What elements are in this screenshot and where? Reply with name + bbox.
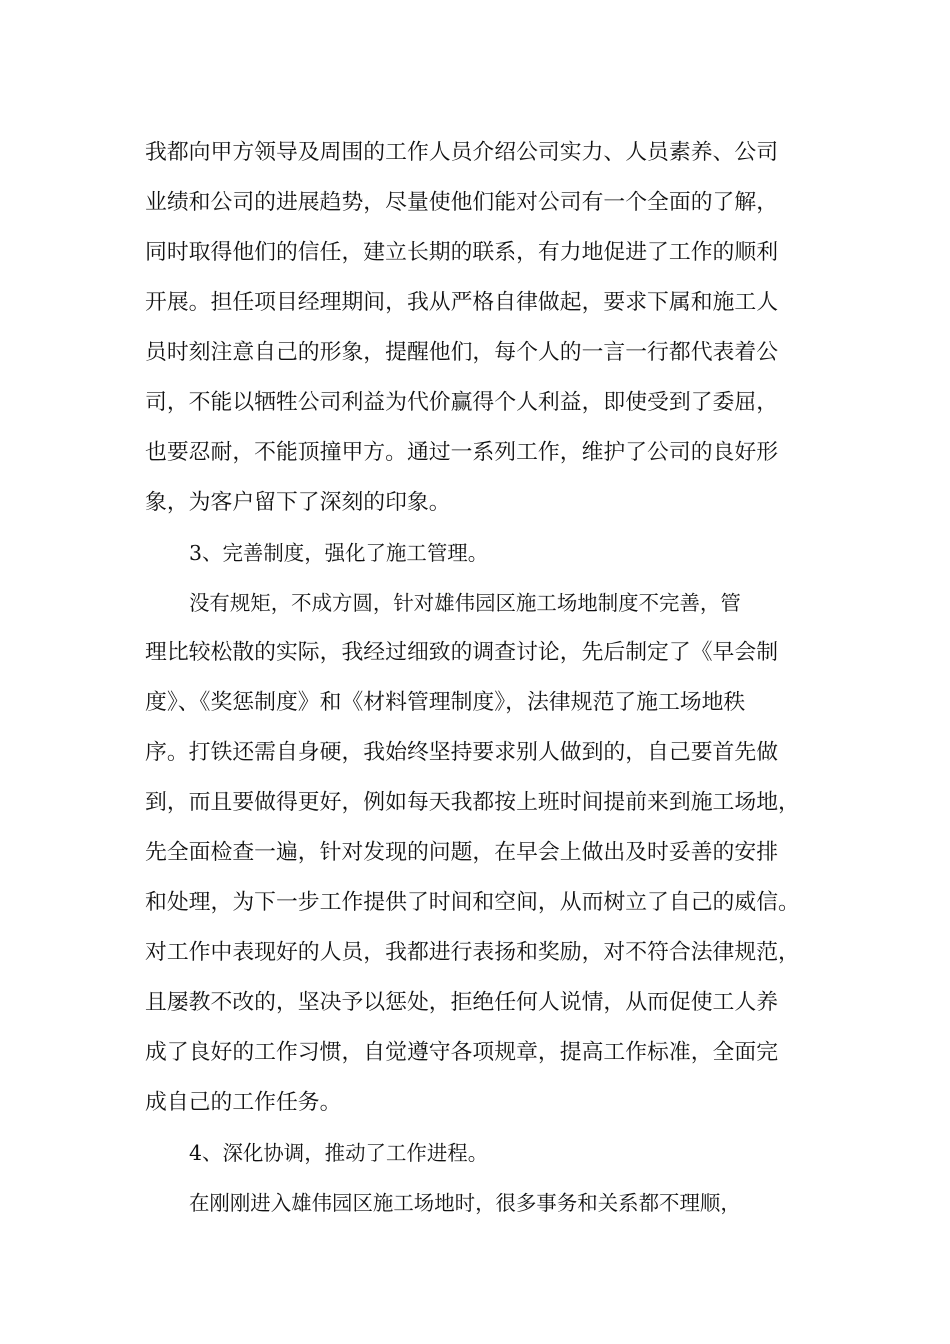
- text-line: 且屡教不改的，坚决予以惩处，拒绝任何人说情，从而促使工人养: [145, 990, 779, 1015]
- text-line: 没有规矩，不成方圆，针对雄伟园区施工场地制度不完善，管: [189, 591, 741, 615]
- text-line: 理比较松散的实际，我经过细致的调查讨论，先后制定了《早会制: [145, 640, 779, 665]
- text-line: 和处理，为下一步工作提供了时间和空间，从而树立了自己的威信。: [145, 890, 800, 915]
- text-line: 对工作中表现好的人员，我都进行表扬和奖励，对不符合法律规范，: [145, 940, 800, 965]
- text-line: 在刚刚进入雄伟园区施工场地时，很多事务和关系都不理顺，: [189, 1191, 741, 1215]
- text-line: 也要忍耐，不能顶撞甲方。通过一系列工作，维护了公司的良好形: [145, 440, 779, 465]
- text-line: 我都向甲方领导及周围的工作人员介绍公司实力、人员素养、公司: [145, 140, 779, 165]
- section-heading: 4、深化协调，推动了工作进程。: [189, 1141, 489, 1165]
- text-line: 象，为客户留下了深刻的印象。: [145, 490, 451, 515]
- text-line: 成自己的工作任务。: [145, 1090, 342, 1115]
- text-line: 业绩和公司的进展趋势，尽量使他们能对公司有一个全面的了解，: [145, 190, 779, 215]
- text-line: 度》、《奖惩制度》和《材料管理制度》，法律规范了施工场地秩: [145, 690, 746, 715]
- text-line: 开展。担任项目经理期间，我从严格自律做起，要求下属和施工人: [145, 290, 779, 315]
- text-line: 司，不能以牺牲公司利益为代价赢得个人利益，即使受到了委屈，: [145, 390, 779, 415]
- text-line: 同时取得他们的信任，建立长期的联系，有力地促进了工作的顺利: [145, 240, 779, 265]
- text-line: 到，而且要做得更好，例如每天我都按上班时间提前来到施工场地，: [145, 790, 800, 815]
- text-line: 序。打铁还需自身硬，我始终坚持要求别人做到的，自己要首先做: [145, 740, 779, 765]
- text-line: 先全面检查一遍，针对发现的问题，在早会上做出及时妥善的安排: [145, 840, 779, 865]
- section-heading: 3、完善制度，强化了施工管理。: [189, 541, 489, 565]
- text-line: 员时刻注意自己的形象，提醒他们，每个人的一言一行都代表着公: [145, 340, 779, 365]
- text-line: 成了良好的工作习惯，自觉遵守各项规章，提高工作标准，全面完: [145, 1040, 779, 1065]
